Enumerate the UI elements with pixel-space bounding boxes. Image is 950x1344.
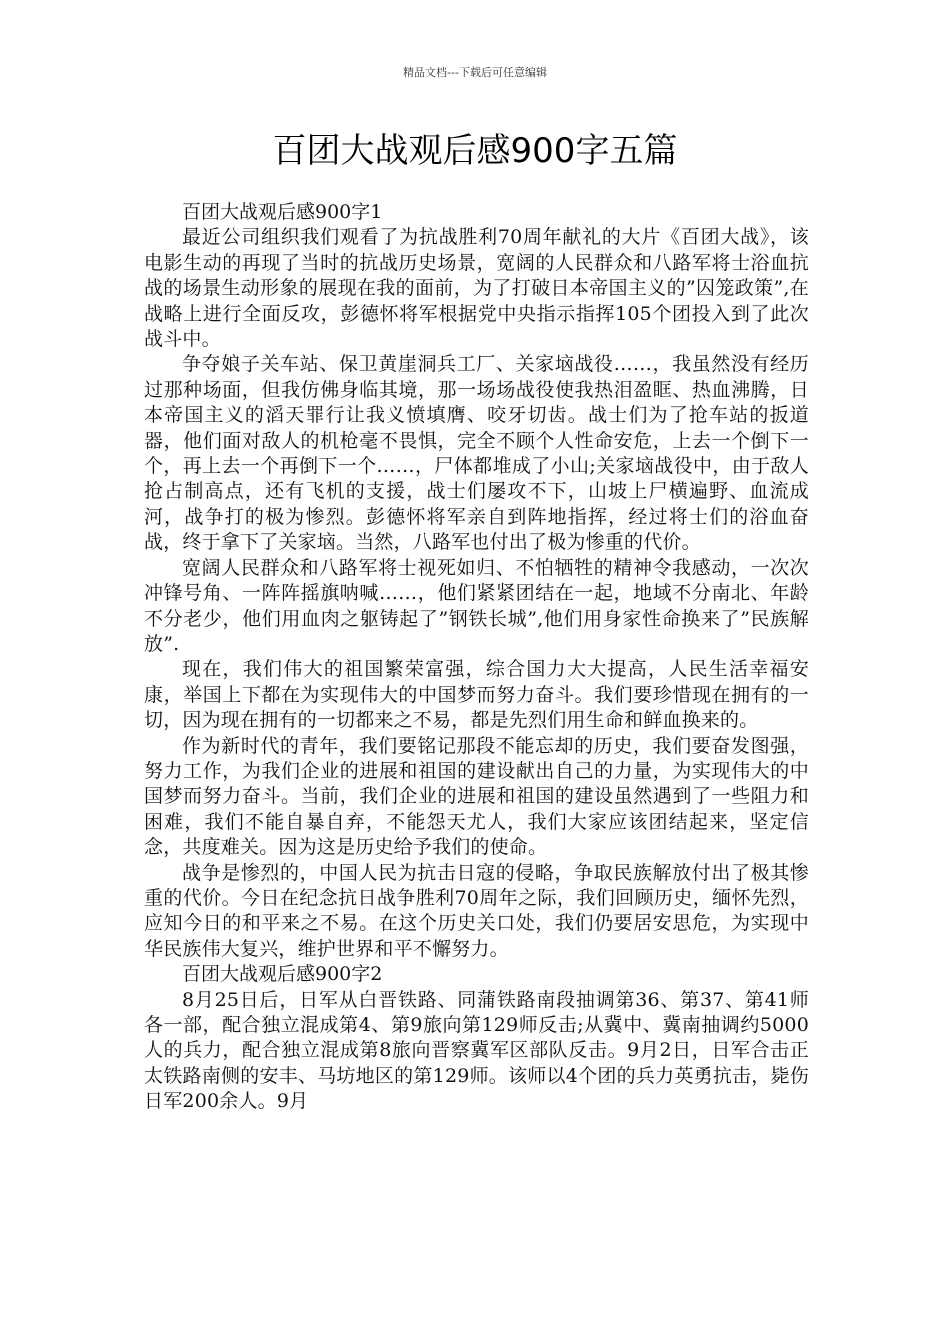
paragraph: 8月25日后，日军从白晋铁路、同蒲铁路南段抽调第36、第37、第41师各一部，配合独立混成第4、第9旅向第129师反击;从冀中、冀南抽调约5000人的兵力，配合独立混成第8旅向晋察冀军区部队反击。9月2日，日军合击正太铁路南侧的安丰、马坊地区的第129师。该师以4个团的兵力英勇抗击，毙伤日军200余人。9月 [144, 988, 809, 1113]
paragraph: 战争是惨烈的，中国人民为抗击日寇的侵略，争取民族解放付出了极其惨重的代价。今日在纪念抗日战争胜利70周年之际，我们回顾历史，缅怀先烈，应知今日的和平来之不易。在这个历史关口处，我们仍要居安思危，为实现中华民族伟大复兴，维护世界和平不懈努力。 [144, 861, 809, 960]
page-header-note: 精品文档---下载后可任意编辑 [403, 66, 547, 79]
paragraph: 争夺娘子关车站、保卫黄崖洞兵工厂、关家垴战役……，我虽然没有经历过那种场面，但我仿佛身临其境，那一场场战役使我热泪盈眶、热血沸腾，日本帝国主义的滔天罪行让我义愤填膺、咬牙切齿。战士们为了抢车站的扳道器，他们面对敌人的机枪毫不畏惧，完全不顾个人性命安危，上去一个倒下一个，再上去一个再倒下一个……，尸体都堆成了小山;关家垴战役中，由于敌人抢占制高点，还有飞机的支援，战士们屡攻不下，山坡上尸横遍野、血流成河，战争打的极为惨烈。彭德怀将军亲自到阵地指挥，经过将士们的浴血奋战，终于拿下了关家垴。当然，八路军也付出了极为惨重的代价。 [144, 353, 809, 554]
document-body [144, 200, 809, 1115]
section-1 [144, 200, 809, 962]
paragraph: 宽阔人民群众和八路军将士视死如归、不怕牺牲的精神令我感动，一次次冲锋号角、一阵阵摇旗呐喊……，他们紧紧团结在一起，地域不分南北、年龄不分老少，他们用血肉之躯铸起了”钢铁长城”,他们用身家性命换来了”民族解放”. [144, 556, 809, 655]
document-title: 百团大战观后感900字五篇 [272, 131, 678, 171]
section-2 [144, 962, 809, 1114]
paragraph: 最近公司组织我们观看了为抗战胜利70周年献礼的大片《百团大战》，该电影生动的再现了当时的抗战历史场景，宽阔的人民群众和八路军将士浴血抗战的场景生动形象的展现在我的面前，为了打破日本帝国主义的”囚笼政策”,在战略上进行全面反攻，彭德怀将军根据党中央指示指挥105个团投入到了此次战斗中。 [144, 226, 809, 351]
section-heading: 百团大战观后感900字2 [182, 963, 383, 986]
section-heading: 百团大战观后感900字1 [182, 201, 383, 223]
paragraph: 现在，我们伟大的祖国繁荣富强，综合国力大大提高，人民生活幸福安康，举国上下都在为实现伟大的中国梦而努力奋斗。我们要珍惜现在拥有的一切，因为现在拥有的一切都来之不易，都是先烈们用生命和鲜血换来的。 [144, 658, 809, 732]
paragraph: 作为新时代的青年，我们要铭记那段不能忘却的历史，我们要奋发图强，努力工作，为我们企业的进展和祖国的建设献出自己的力量，为实现伟大的中国梦而努力奋斗。当前，我们企业的进展和祖国的建设虽然遇到了一些阻力和困难，我们不能自暴自弃，不能怨天尤人，我们大家应该团结起来，坚定信念，共度难关。因为这是历史给予我们的使命。 [144, 734, 809, 859]
